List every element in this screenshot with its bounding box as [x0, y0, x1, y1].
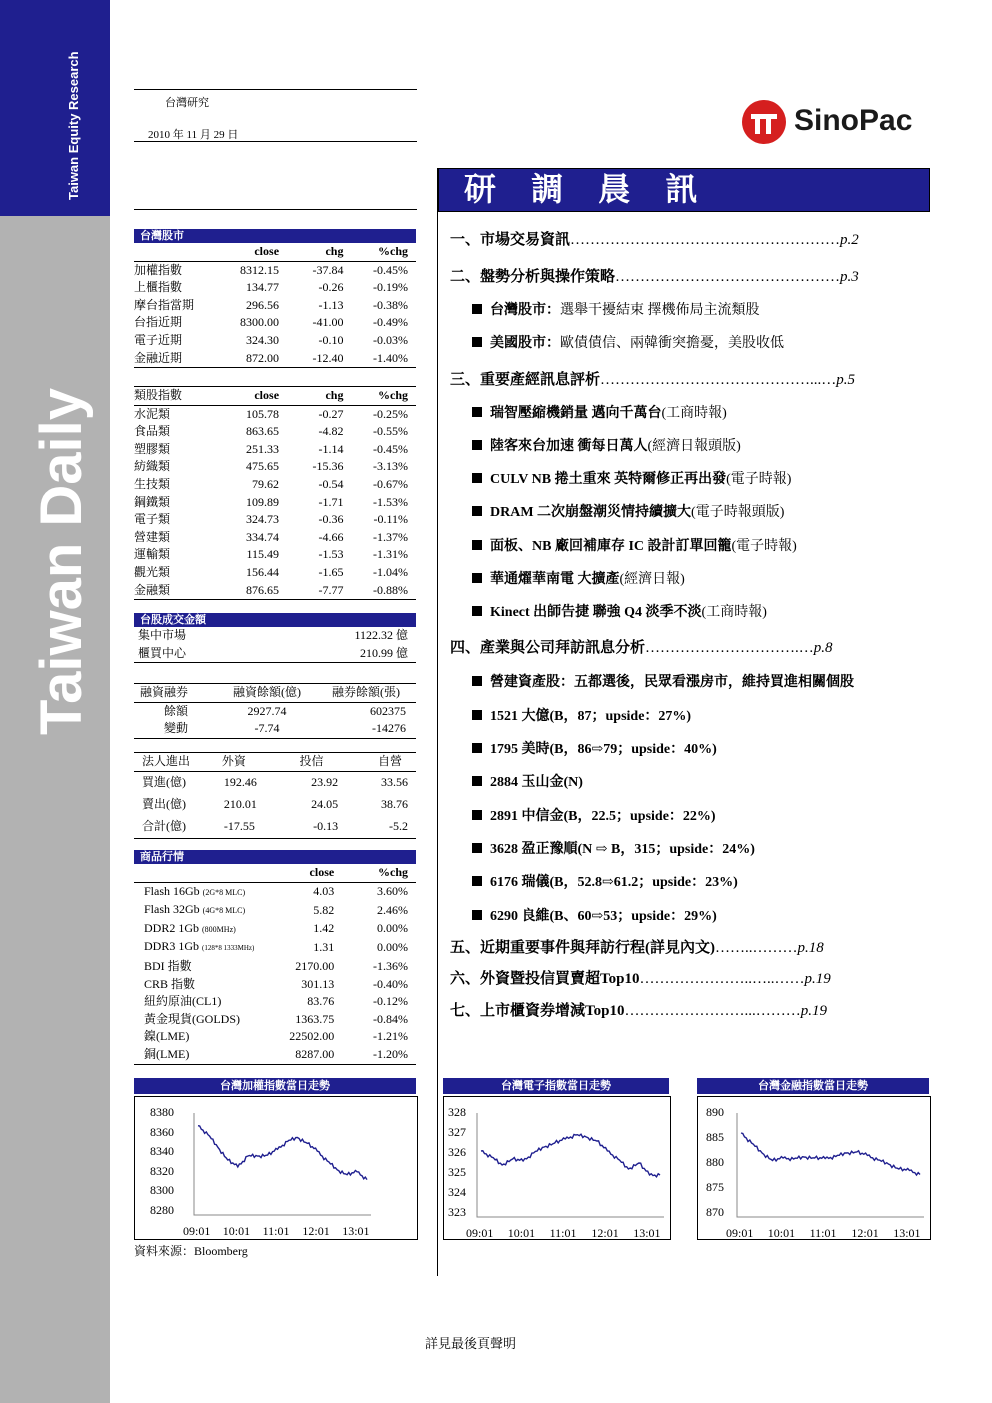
report-date: 2010 年 11 月 29 日: [148, 129, 239, 141]
toc-item[interactable]: 3628 盈正豫順(N ⇨ B，315；upside：24%): [472, 838, 932, 858]
brand-name: SinoPac: [794, 104, 913, 137]
table-row: 生技類 79.62 -0.54 -0.67%: [134, 476, 408, 491]
chart-title-taiex: 台灣加權指數當日走勢: [134, 1078, 416, 1094]
chart-title-finance: 台灣金融指數當日走勢: [697, 1078, 929, 1094]
y-tick-label: 327: [448, 1125, 466, 1139]
toc-item[interactable]: 2884 玉山金(N): [472, 771, 932, 791]
y-tick-label: 8340: [150, 1144, 174, 1159]
x-tick-label: 09:01: [183, 1224, 211, 1238]
dept-label: 台灣研究: [165, 97, 209, 109]
table-row: Flash 32Gb (4G*8 MLC) 5.82 2.46%: [144, 902, 408, 917]
table-row: 鋼鐵類 109.89 -1.71 -1.53%: [134, 494, 408, 509]
table-row: 買進(億) 192.46 23.92 33.56: [142, 774, 408, 789]
series-line: [741, 1133, 920, 1175]
chart-axis: [737, 1113, 924, 1217]
y-tick-label: 324: [448, 1185, 466, 1199]
x-tick-label: 11:01: [262, 1224, 290, 1238]
table-row: 水泥類 105.78 -0.27 -0.25%: [134, 406, 408, 421]
y-tick-label: 8320: [150, 1163, 174, 1178]
toc-section-1[interactable]: 一、市場交易資訊………………………………………………p.2: [450, 232, 859, 248]
table-row: 金融近期 872.00 -12.40 -1.40%: [134, 350, 416, 368]
toc-item[interactable]: 1521 大億(B，87；upside：27%): [472, 705, 932, 725]
toc-section-5[interactable]: 五、近期重要事件與拜訪行程(詳見內文)……..………p.18: [450, 940, 824, 956]
x-tick-label: 10:01: [507, 1226, 536, 1240]
x-tick-label: 13:01: [893, 1226, 921, 1240]
x-tick-label: 13:01: [633, 1226, 661, 1240]
col-close: close: [254, 244, 280, 258]
toc-section-2[interactable]: 二、盤勢分析與操作策略………………………………………p.3: [450, 269, 859, 285]
table-row: 賣出(億) 210.01 24.05 38.76: [142, 796, 408, 811]
x-tick-label: 11:01: [549, 1226, 577, 1240]
market-title: 台灣股市: [134, 229, 416, 243]
table-row: CRB 指數 301.13 -0.40%: [144, 976, 408, 991]
y-tick-label: 325: [448, 1165, 466, 1179]
x-tick-label: 11:01: [809, 1226, 837, 1240]
toc-section-3[interactable]: 三、重要產經訊息評析……………………………………...…p.5: [450, 372, 856, 388]
margin-table: 融資融券 融資餘額(億) 融券餘額(張) 餘額 2927.74 602375 變動 -7.74 -14276: [134, 683, 416, 739]
sidebar-label: Taiwan Equity Research: [66, 51, 81, 200]
table-row: 營建類 334.74 -4.66 -1.37%: [134, 529, 408, 544]
y-tick-label: 328: [448, 1105, 466, 1119]
table-row: DDR2 1Gb (800MHz) 1.42 0.00%: [144, 920, 408, 936]
x-tick-label: 12:01: [591, 1226, 619, 1240]
toc-item[interactable]: 6176 瑞儀(B，52.8⇨61.2；upside：23%): [472, 871, 932, 891]
table-row: BDI 指數 2170.00 -1.36%: [144, 958, 408, 973]
table-row: 台指近期 8300.00 -41.00 -0.49%: [134, 315, 408, 330]
toc-section-4[interactable]: 四、產業與公司拜訪訊息分析………………………….…p.8: [450, 640, 833, 656]
table-row: DDR3 1Gb (128*8 1333MHz) 1.31 0.00%: [144, 939, 408, 955]
table-row: 銅(LME) 8287.00 -1.20%: [134, 1046, 416, 1064]
y-tick-label: 323: [448, 1205, 466, 1219]
turnover-title: 台股成交金額: [134, 613, 416, 627]
y-tick-label: 326: [448, 1145, 466, 1159]
table-row: 合計(億) -17.55 -0.13 -5.2: [134, 816, 416, 839]
y-tick-label: 8300: [150, 1183, 174, 1198]
commodities-table: close %chg Flash 16Gb (2G*8 MLC) 4.03 3.60% Flash 32Gb (4G*8 MLC) 5.82 2.46% DDR2 1Gb (800MHz) 1.42 0.00% DDR3 1Gb (128*8 1333MHz) 1.31 0.00% BDI 指數 2170.00 -1.36% CRB 指數 301.13 -0.40% 紐約原油(CL1) 83.76 -0.12% 黃金現貨(GOLDS) 1363.75 -0.84% 鎳(LME) 22502.00 -1.21% 銅(LME) 8287.00 -1.20%: [134, 864, 416, 1065]
source-note: 資料來源：Bloomberg: [134, 1244, 248, 1258]
toc-item[interactable]: 美國股市：歐債債信、兩韓衝突擔憂，美股收低: [472, 332, 932, 352]
sector-table: 類股指數 close chg %chg 水泥類 105.78 -0.27 -0.25% 食品類 863.65 -4.82 -0.55% 塑膠類 251.33 -1.14 -0.45% 紡織類 475.65 -15.36 -3.13% 生技類 79.62 -0.54 -0.67% 鋼鐵類 109.89 -1.71 -1.53% 電子類 324.73 -0.36 -0.11% 營建類 334.74 -4.66 -1.37% 運輸類 115.49 -1.53 -1.31% 觀光類 156.44 -1.65 -1.04% 金融類 876.65 -7.77 -0.88%: [134, 386, 416, 600]
toc-item[interactable]: 營建資產股：五都選後，民眾看漲房市，維持買進相關個股: [472, 671, 932, 691]
table-row: 紐約原油(CL1) 83.76 -0.12%: [144, 994, 408, 1009]
commodities-title: 商品行情: [134, 850, 416, 864]
toc-item[interactable]: Kinect 出師告捷 聯強 Q4 淡季不淡(工商時報): [472, 601, 932, 621]
x-tick-label: 13:01: [342, 1224, 370, 1238]
sidebar-title: Taiwan Daily: [29, 387, 94, 735]
toc-section-6[interactable]: 六、外資暨投信買賣超Top10…………………..…..……p.19: [450, 971, 831, 987]
y-tick-label: 890: [706, 1105, 724, 1119]
toc-item[interactable]: DRAM 二次崩盤潮災情持續擴大(電子時報頭版): [472, 501, 932, 521]
chart-title-electronics: 台灣電子指數當日走勢: [443, 1078, 669, 1094]
table-row: 黃金現貨(GOLDS) 1363.75 -0.84%: [144, 1011, 408, 1026]
toc-item[interactable]: 面板、NB 廠回補庫存 IC 設計訂單回籠(電子時報): [472, 535, 932, 555]
table-row: 電子類 324.73 -0.36 -0.11%: [134, 512, 408, 527]
y-tick-label: 8360: [150, 1124, 174, 1139]
table-row: 電子近期 324.30 -0.10 -0.03%: [134, 332, 408, 347]
toc-item[interactable]: 1795 美時(B，86⇨79；upside：40%): [472, 738, 932, 758]
y-tick-label: 875: [706, 1180, 724, 1194]
toc-item[interactable]: 陸客來台加速 衝每日萬人(經濟日報頭版): [472, 435, 932, 455]
col-chg: chg: [325, 244, 344, 258]
table-row: 上櫃指數 134.77 -0.26 -0.19%: [134, 280, 408, 295]
table-row: 觀光類 156.44 -1.65 -1.04%: [134, 564, 408, 579]
table-row: 加權指數 8312.15 -37.84 -0.45%: [134, 262, 408, 277]
col-pchg: %chg: [378, 244, 408, 258]
x-tick-label: 12:01: [302, 1224, 330, 1238]
x-tick-label: 12:01: [851, 1226, 879, 1240]
x-tick-label: 09:01: [466, 1226, 494, 1240]
toc-item[interactable]: 2891 中信金(B，22.5；upside：22%): [472, 805, 932, 825]
table-row: 櫃買中心 210.99 億: [134, 645, 416, 663]
y-tick-label: 8380: [150, 1105, 174, 1119]
table-row: 餘額 2927.74 602375: [164, 703, 406, 718]
y-tick-label: 8280: [150, 1203, 174, 1217]
table-row: Flash 16Gb (2G*8 MLC) 4.03 3.60%: [144, 883, 408, 899]
footer-disclaimer: 詳見最後頁聲明: [425, 1336, 517, 1351]
report-title: 研 調 晨 訊: [464, 170, 710, 208]
x-tick-label: 09:01: [726, 1226, 754, 1240]
institutions-table: 法人進出 外資 投信 自營 買進(億) 192.46 23.92 33.56 賣出(億) 210.01 24.05 38.76 合計(億) -17.55 -0.13 -5.2: [134, 752, 416, 839]
y-tick-label: 880: [706, 1155, 724, 1169]
toc-item[interactable]: CULV NB 捲土重來 英特爾修正再出發(電子時報): [472, 468, 932, 488]
y-tick-label: 870: [706, 1205, 724, 1219]
table-row: 變動 -7.74 -14276: [134, 720, 416, 738]
toc-item[interactable]: 6290 良維(B、60⇨53；upside：29%): [472, 905, 932, 925]
table-row: 金融類 876.65 -7.77 -0.88%: [134, 582, 416, 600]
toc-item[interactable]: 台灣股市：選舉干擾結束 擇機佈局主流類股: [472, 299, 932, 319]
toc-item[interactable]: 瑞智壓縮機銷量 邁向千萬台(工商時報): [472, 402, 932, 422]
table-row: 摩台指當期 296.56 -1.13 -0.38%: [134, 297, 408, 312]
toc-item[interactable]: 華通燿華南電 大擴產(經濟日報): [472, 568, 932, 588]
table-row: 紡織類 475.65 -15.36 -3.13%: [134, 459, 408, 474]
table-row: 運輸類 115.49 -1.53 -1.31%: [134, 547, 408, 562]
table-row: 鎳(LME) 22502.00 -1.21%: [144, 1029, 408, 1044]
toc-section-7[interactable]: 七、上市櫃資券增減Top10……………………...………p.19: [450, 1003, 827, 1019]
table-row: 集中市場 1122.32 億: [138, 628, 408, 642]
table-row: 塑膠類 251.33 -1.14 -0.45%: [134, 441, 408, 456]
table-row: 食品類 863.65 -4.82 -0.55%: [134, 424, 408, 439]
y-tick-label: 885: [706, 1130, 724, 1144]
x-tick-label: 10:01: [767, 1226, 796, 1240]
x-tick-label: 10:01: [222, 1224, 251, 1238]
